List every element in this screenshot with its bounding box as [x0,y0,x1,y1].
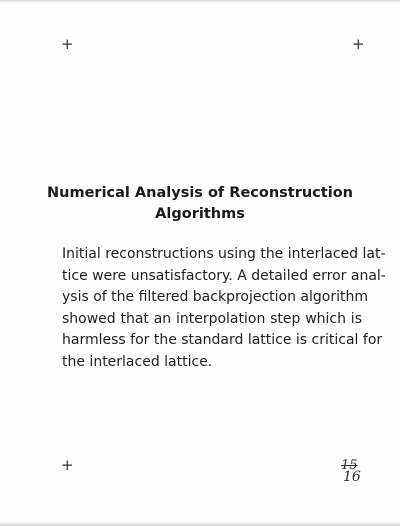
page-title [40,183,360,225]
registration-mark-bottom-left: + [61,456,74,474]
body-paragraph [62,244,386,373]
body-line: the interlaced lattice. [62,353,213,370]
body-line: ysis of the filtered backprojection algorithm [62,289,368,305]
page-title-line-1: Numerical Analysis of Reconstruction [47,185,353,201]
body-line: Initial reconstructions using the interlaced lat- [62,246,386,262]
page-bottom-edge [0,522,400,526]
page-title-line-2: Algorithms [155,206,245,222]
registration-mark-top-left: + [61,35,74,53]
registration-mark-top-right: + [352,35,365,53]
body-line: harmless for the standard lattice is critical for [62,332,383,348]
page-top-edge [0,0,400,3]
handwritten-page-number: 16 [343,469,361,485]
crossed-out-page-number: 15 [341,458,358,473]
body-line: showed that an interpolation step which is [62,310,362,327]
body-line: tice were unsatisfactory. A detailed error anal- [62,267,386,284]
